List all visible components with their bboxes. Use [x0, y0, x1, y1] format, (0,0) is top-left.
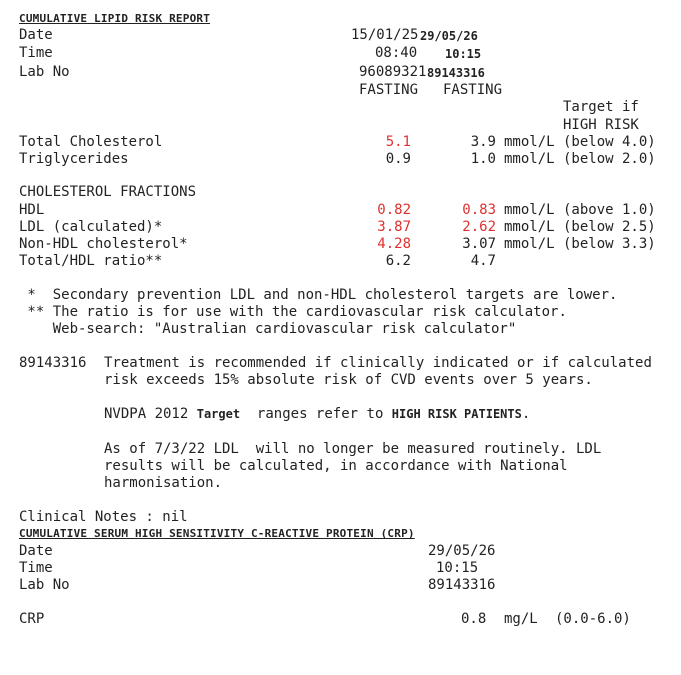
fraction-target: (above 1.0) — [563, 202, 656, 218]
crp-lab-label: Lab No — [19, 577, 70, 593]
lipid-lab-col1: 96089321 — [359, 64, 427, 80]
crp-lab-no: 89143316 — [428, 577, 496, 593]
row-value-col2: 1.0 — [470, 151, 496, 167]
nvdpa-pre: NVDPA 2012 — [104, 406, 197, 422]
crp-value: 0.8 — [461, 611, 487, 627]
nvdpa-end: . — [521, 406, 531, 422]
lipid-date-label: Date — [19, 27, 53, 43]
fraction-label: Total/HDL ratio** — [19, 253, 163, 269]
lipid-lab-col2: 89143316 — [427, 66, 485, 80]
lipid-lab-label: Lab No — [19, 64, 70, 80]
fraction-unit: mmol/L — [504, 202, 555, 218]
crp-date-label: Date — [19, 543, 53, 559]
fraction-unit: mmol/L — [504, 219, 555, 235]
lipid-report-heading: CUMULATIVE LIPID RISK REPORT — [19, 12, 211, 25]
row-value-col1: 0.9 — [385, 151, 411, 167]
row-label: Triglycerides — [19, 151, 129, 167]
row-value-col2: 3.9 — [470, 134, 496, 150]
fraction-label: HDL — [19, 202, 45, 218]
fraction-value-col1: 6.2 — [385, 253, 411, 269]
row-label: Total Cholesterol — [19, 134, 163, 150]
nvdpa-high-risk: HIGH RISK PATIENTS — [391, 407, 522, 421]
fractions-heading: CHOLESTEROL FRACTIONS — [19, 184, 197, 200]
fraction-label: Non-HDL cholesterol* — [19, 236, 188, 252]
row-unit: mmol/L — [504, 151, 555, 167]
row-value-col1: 5.1 — [385, 134, 411, 150]
ldl-note-line-2: results will be calculated, in accordance with National — [104, 458, 568, 474]
crp-date: 29/05/26 — [428, 543, 496, 559]
row-unit: mmol/L — [504, 134, 555, 150]
clinical-notes: Clinical Notes : nil — [19, 509, 188, 525]
lipid-status-col2: FASTING — [443, 82, 503, 98]
target-header-line1: Target if — [563, 99, 639, 115]
fraction-value-col1: 4.28 — [377, 236, 411, 252]
fraction-value-col2: 4.7 — [470, 253, 496, 269]
target-header-line2: HIGH RISK — [563, 117, 639, 133]
crp-unit: mg/L — [504, 611, 538, 627]
crp-heading: CUMULATIVE SERUM HIGH SENSITIVITY C-REACTIVE PROTEIN (CRP) — [19, 527, 415, 540]
nvdpa-target: Target — [196, 407, 241, 421]
comment-line-2: risk exceeds 15% absolute risk of CVD events over 5 years. — [104, 372, 593, 388]
lipid-date-col1: 15/01/25 — [351, 27, 419, 43]
crp-time: 10:15 — [436, 560, 479, 576]
crp-reference-range: (0.0-6.0) — [555, 611, 631, 627]
lipid-date-col2: 29/05/26 — [420, 29, 478, 43]
comment-lab-no: 89143316 — [19, 355, 87, 371]
footnote-2: ** The ratio is for use with the cardiovascular risk calculator. — [19, 304, 567, 320]
footnote-3: Web-search: "Australian cardiovascular risk calculator" — [19, 321, 517, 337]
lipid-status-col1: FASTING — [359, 82, 419, 98]
fraction-value-col2: 2.62 — [462, 219, 496, 235]
row-target: (below 4.0) — [563, 134, 656, 150]
lipid-time-col1: 08:40 — [375, 45, 418, 61]
fraction-unit: mmol/L — [504, 236, 555, 252]
lipid-time-label: Time — [19, 45, 53, 61]
fraction-value-col2: 3.07 — [462, 236, 496, 252]
fraction-value-col2: 0.83 — [462, 202, 496, 218]
fraction-target: (below 3.3) — [563, 236, 656, 252]
ldl-note-line-3: harmonisation. — [104, 475, 223, 491]
fraction-value-col1: 3.87 — [377, 219, 411, 235]
crp-time-label: Time — [19, 560, 53, 576]
fraction-value-col1: 0.82 — [377, 202, 411, 218]
crp-test-label: CRP — [19, 611, 45, 627]
fraction-label: LDL (calculated)* — [19, 219, 163, 235]
nvdpa-mid: ranges refer to — [240, 406, 392, 422]
fraction-target: (below 2.5) — [563, 219, 656, 235]
comment-line-1: Treatment is recommended if clinically indicated or if calculated — [104, 355, 652, 371]
footnote-1: * Secondary prevention LDL and non-HDL cholesterol targets are lower. — [19, 287, 618, 303]
row-target: (below 2.0) — [563, 151, 656, 167]
ldl-note-line-1: As of 7/3/22 LDL will no longer be measured routinely. LDL — [104, 441, 602, 457]
lipid-time-col2: 10:15 — [445, 47, 482, 61]
nvdpa-note — [104, 406, 530, 422]
